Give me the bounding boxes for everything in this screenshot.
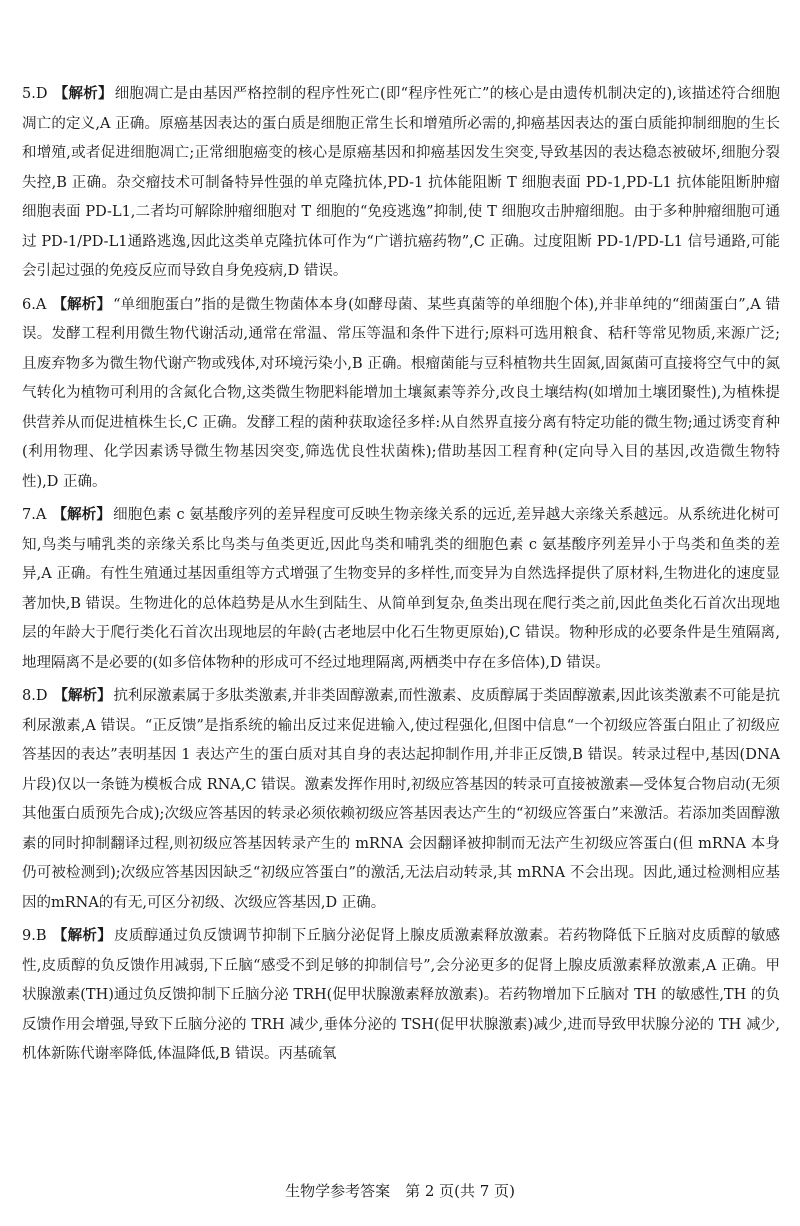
analysis-tag: 【解析】 [52, 296, 112, 313]
answer-item-8 [22, 682, 780, 918]
answer-letter: B [35, 928, 47, 944]
question-number: 8. [22, 688, 36, 704]
answer-letter: D [35, 688, 48, 704]
answer-letter: A [35, 296, 47, 313]
answer-letter: D [35, 86, 48, 102]
analysis-tag: 【解析】 [52, 928, 113, 944]
explanation-text: 抗利尿激素属于多肽类激素,并非类固醇激素,而性激素、皮质醇属于类固醇激素,因此该类激素不可能是抗利尿激素,A 错误。“正反馈”是指系统的输出反过来促进输入,使过程强化,但图中信息“一个初级应答蛋白阻止了初级应答基因的表达”表明基因 1 表达产生的蛋白质对其自身的表达起抑制作用,并非正反馈,B 错误。转录过程中,基因(DNA 片段)仅以一条链为模板合成 RNA,C 错误。激素发挥作用时,初级应答基因的转录可直接被激素—受体复合物启动(无须其他蛋白质预先合成);次级应答基因的转录必须依赖初级应答基因表达产生的“初级应答蛋白”来激活。若添加类固醇激素的同时抑制翻译过程,则初级应答基因转录产生的 mRNA 会因翻译被抑制而无法产生初级应答蛋白(但 mRNA 本身仍可被检测到);次级应答基因因缺乏“初级应答蛋白”的激活,无法启动转录,其 mRNA 不会出现。因此,通过检测相应基因的mRNA的有无,可区分初级、次级应答基因,D 正确。 [22, 688, 781, 911]
explanation-text: 细胞色素 c 氨基酸序列的差异程度可反映生物亲缘关系的远近,差异越大亲缘关系越远。从系统进化树可知,鸟类与哺乳类的亲缘关系比鸟类与鱼类更近,因此鸟类和哺乳类的细胞色素 c 氨基酸序列差异小于鸟类和鱼类的差异,A 正确。有性生殖通过基因重组等方式增强了生物变异的多样性,而变异为自然选择提供了原材料,生物进化的速度显著加快,B 错误。生物进化的总体趋势是从水生到陆生、从简单到复杂,鱼类出现在爬行类之前,因此鱼类化石首次出现地层的年龄大于爬行类化石首次出现地层的年龄(古老地层中化石生物更原始),C 错误。物种形成的必要条件是生殖隔离,地理隔离不是必要的(如多倍体物种的形成可不经过地理隔离,两栖类中存在多倍体),D 错误。 [22, 507, 780, 671]
analysis-tag: 【解析】 [53, 86, 113, 102]
answer-item-5 [22, 80, 780, 287]
question-number: 9. [22, 928, 36, 944]
answer-item-6 [22, 291, 780, 498]
explanation-text: 细胞凋亡是由基因严格控制的程序性死亡(即“程序性死亡”的核心是由遗传机制决定的),该描述符合细胞凋亡的定义,A 正确。原癌基因表达的蛋白质是细胞正常生长和增殖所必需的,抑癌基因表达的蛋白质能抑制细胞的生长和增殖,或者促进细胞凋亡;正常细胞癌变的核心是原癌基因和抑癌基因发生突变,导致基因的表达稳态被破坏,细胞分裂失控,B 正确。杂交瘤技术可制备特异性强的单克隆抗体,PD-1 抗体能阻断 T 细胞表面 PD-1,PD-L1 抗体能阻断肿瘤细胞表面 PD-L1,二者均可解除肿瘤细胞对 T 细胞的“免疫逃逸”抑制,使 T 细胞攻击肿瘤细胞。由于多种肿瘤细胞可通过 PD-1/PD-L1通路逃逸,因此这类单克隆抗体可作为“广谱抗癌药物”,C 正确。过度阻断 PD-1/PD-L1 信号通路,可能会引起过强的免疫反应而导致自身免疫病,D 错误。 [22, 86, 780, 279]
answer-item-9 [22, 922, 780, 1070]
answer-letter: A [35, 507, 47, 523]
question-number: 5. [22, 86, 36, 102]
analysis-tag: 【解析】 [52, 507, 112, 523]
analysis-tag: 【解析】 [53, 688, 112, 704]
explanation-text: 皮质醇通过负反馈调节抑制下丘脑分泌促肾上腺皮质激素释放激素。若药物降低下丘脑对皮质醇的敏感性,皮质醇的负反馈作用减弱,下丘脑“感受不到足够的抑制信号”,会分泌更多的促肾上腺皮质激素释放激素,A 正确。甲状腺激素(TH)通过负反馈抑制下丘脑分泌 TRH(促甲状腺激素释放激素)。若药物增加下丘脑对 TH 的敏感性,TH 的负反馈作用会增强,导致下丘脑分泌的 TRH 减少,垂体分泌的 TSH(促甲状腺激素)减少,进而导致甲状腺分泌的 TH 减少,机体新陈代谢率降低,体温降低,B 错误。丙基硫氧 [22, 928, 780, 1062]
explanation-text: “单细胞蛋白”指的是微生物菌体本身(如酵母菌、某些真菌等的单细胞个体),并非单纯的“细菌蛋白”,A 错误。发酵工程利用微生物代谢活动,通常在常温、常压等温和条件下进行;原料可选用粮食、秸秆等常见物质,来源广泛;且废弃物多为微生物代谢产物或残体,对环境污染小,B 正确。根瘤菌能与豆科植物共生固氮,固氮菌可直接将空气中的氮气转化为植物可利用的含氮化合物,这类微生物肥料能增加土壤氮素等养分,改良土壤结构(如增加土壤团聚性),为植株提供营养从而促进植株生长,C 正确。发酵工程的菌种获取途径多样:从自然界直接分离有特定功能的微生物;通过诱变育种(利用物理、化学因素诱导微生物基因突变,筛选优良性状菌株);借助基因工程育种(定向导入目的基因,改造微生物特性),D 正确。 [22, 296, 781, 490]
question-number: 6. [22, 296, 36, 313]
answer-item-7 [22, 501, 780, 678]
page-footer: 生物学参考答案 第 2 页(共 7 页) [285, 1182, 515, 1200]
question-number: 7. [22, 507, 36, 523]
